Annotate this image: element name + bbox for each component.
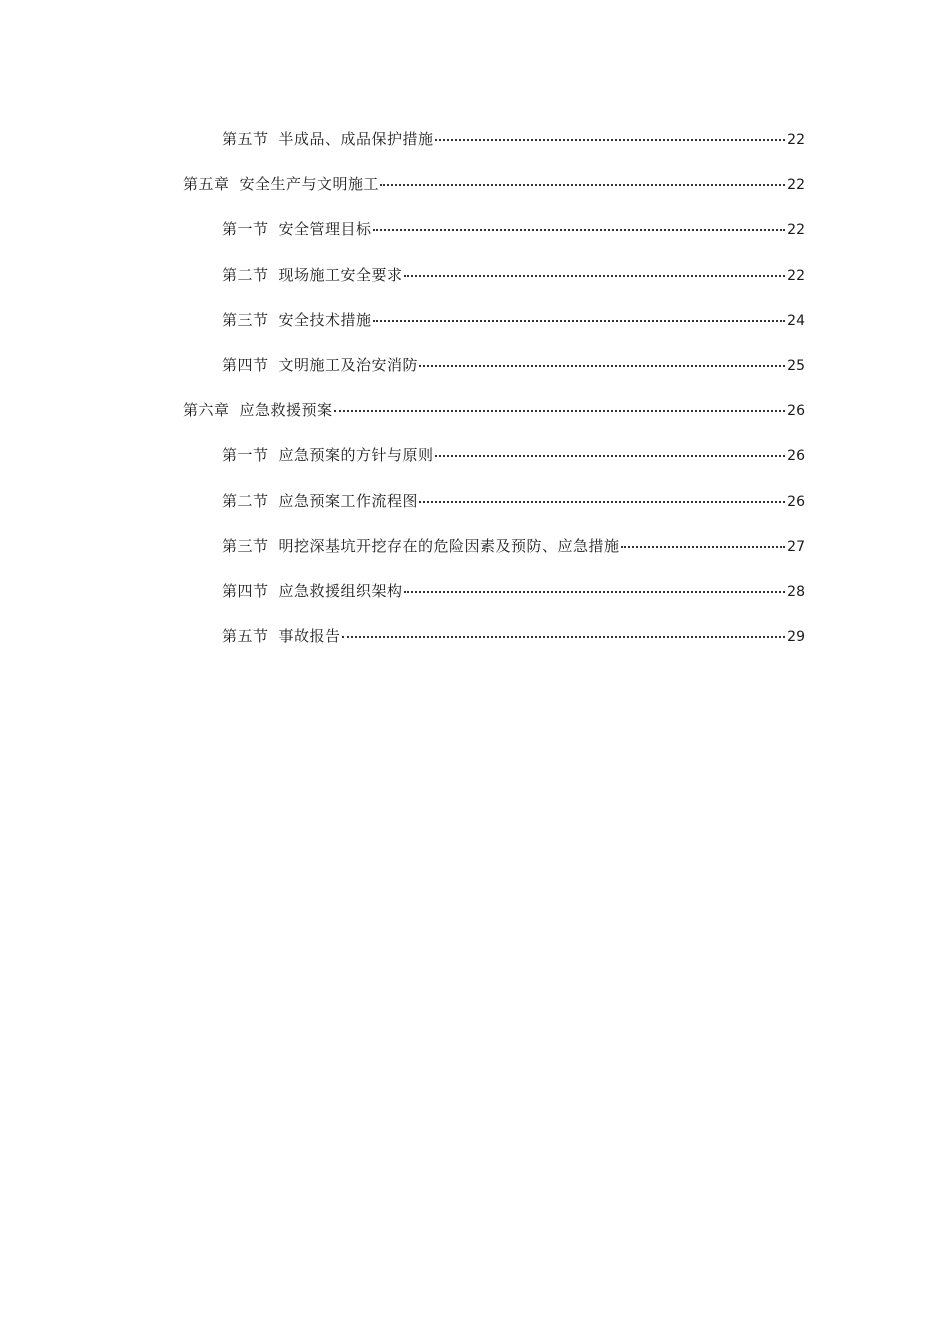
toc-entry-number: 第五节 bbox=[222, 130, 269, 149]
toc-entry[interactable] bbox=[0, 388, 950, 433]
toc-dot-leader bbox=[435, 455, 786, 457]
toc-entry[interactable] bbox=[0, 569, 950, 614]
toc-entry-number: 第四节 bbox=[222, 356, 269, 375]
toc-entry-title: 安全管理目标 bbox=[278, 220, 372, 239]
toc-entry-number: 第三节 bbox=[222, 536, 269, 555]
toc-entry-page: 26 bbox=[787, 403, 805, 420]
toc-dot-leader bbox=[621, 546, 786, 548]
toc-entry-page: 22 bbox=[787, 222, 805, 239]
toc-entry-title: 应急预案工作流程图 bbox=[278, 491, 419, 510]
toc-entry-page: 22 bbox=[787, 177, 805, 194]
toc-entry[interactable] bbox=[0, 117, 950, 162]
toc-dot-leader bbox=[404, 275, 786, 277]
toc-entry-number: 第二节 bbox=[222, 265, 269, 284]
toc-entry-title: 事故报告 bbox=[278, 627, 341, 646]
toc-entry[interactable] bbox=[0, 162, 950, 207]
toc-entry-title: 文明施工及治安消防 bbox=[278, 356, 419, 375]
toc-entry[interactable] bbox=[0, 298, 950, 343]
toc-entry-title: 应急预案的方针与原则 bbox=[278, 446, 434, 465]
toc-entry[interactable] bbox=[0, 614, 950, 659]
toc-entry-page: 22 bbox=[787, 132, 805, 149]
toc-entry-number: 第二节 bbox=[222, 491, 269, 510]
toc-entry-page: 24 bbox=[787, 312, 805, 329]
toc-entry-title: 应急救援预案 bbox=[239, 401, 333, 420]
toc-entry-number: 第一节 bbox=[222, 220, 269, 239]
toc-entry-number: 第四节 bbox=[222, 581, 269, 600]
toc-entry-number: 第一节 bbox=[222, 446, 269, 465]
toc-dot-leader bbox=[373, 320, 786, 322]
toc-dot-leader bbox=[342, 636, 786, 638]
toc-entry[interactable] bbox=[0, 343, 950, 388]
toc-entry-title: 应急救援组织架构 bbox=[278, 581, 403, 600]
toc-entry-title: 安全技术措施 bbox=[278, 310, 372, 329]
toc-dot-leader bbox=[334, 410, 786, 412]
toc-entry-page: 26 bbox=[787, 448, 805, 465]
toc-entry-page: 25 bbox=[787, 358, 805, 375]
toc-dot-leader bbox=[404, 591, 786, 593]
toc-dot-leader bbox=[419, 501, 785, 503]
toc-dot-leader bbox=[373, 229, 786, 231]
toc-entry-title: 半成品、成品保护措施 bbox=[278, 130, 434, 149]
toc-entry-title: 现场施工安全要求 bbox=[278, 265, 403, 284]
table-of-contents bbox=[0, 117, 950, 659]
toc-dot-leader bbox=[380, 184, 785, 186]
toc-entry[interactable] bbox=[0, 433, 950, 478]
toc-entry-number: 第五章 bbox=[183, 175, 230, 194]
toc-dot-leader bbox=[419, 365, 785, 367]
toc-entry-title: 明挖深基坑开挖存在的危险因素及预防、应急措施 bbox=[278, 536, 620, 555]
toc-entry-page: 26 bbox=[787, 493, 805, 510]
toc-entry-number: 第三节 bbox=[222, 310, 269, 329]
toc-entry-page: 27 bbox=[787, 538, 805, 555]
toc-entry-page: 28 bbox=[787, 583, 805, 600]
toc-entry[interactable] bbox=[0, 253, 950, 298]
toc-entry-number: 第五节 bbox=[222, 627, 269, 646]
toc-entry[interactable] bbox=[0, 207, 950, 252]
toc-entry-number: 第六章 bbox=[183, 401, 230, 420]
toc-entry[interactable] bbox=[0, 479, 950, 524]
toc-entry-title: 安全生产与文明施工 bbox=[239, 175, 380, 194]
toc-entry-page: 29 bbox=[787, 629, 805, 646]
toc-dot-leader bbox=[435, 139, 786, 141]
toc-entry[interactable] bbox=[0, 524, 950, 569]
toc-entry-page: 22 bbox=[787, 267, 805, 284]
